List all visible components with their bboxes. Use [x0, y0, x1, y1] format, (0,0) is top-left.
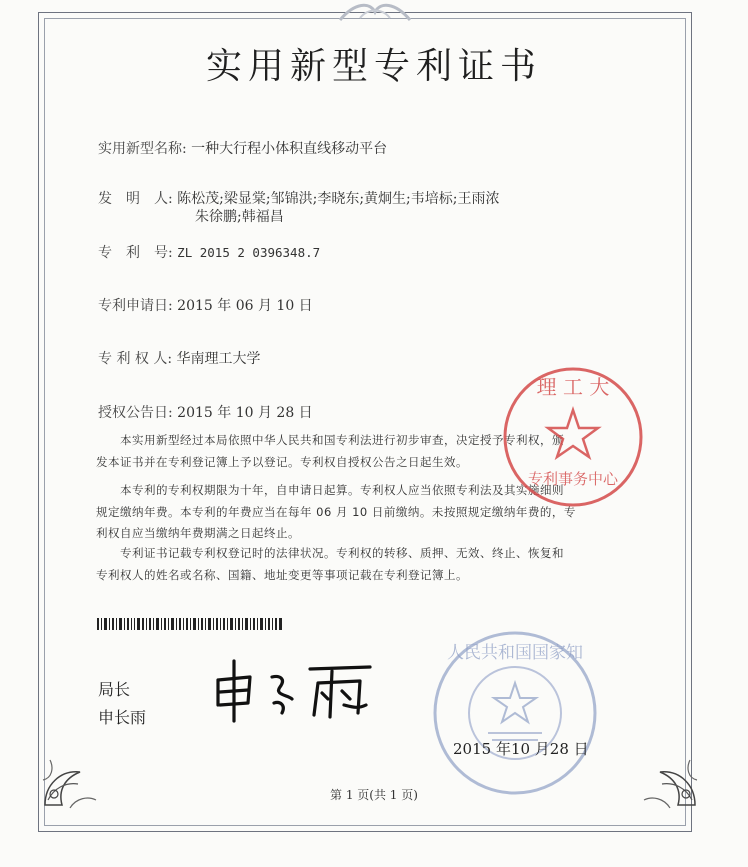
page-number: 第 1 页(共 1 页) [330, 788, 418, 802]
paragraph-term-line3: 利权自应当缴纳年费期满之日起终止。 [96, 526, 300, 540]
patentee-row [98, 348, 261, 368]
grant-date-row [98, 402, 313, 422]
paragraph-legal-status [96, 543, 636, 586]
university-red-seal-icon [498, 362, 648, 512]
director-signature-icon [210, 655, 380, 725]
filing-date-value: 2015 年 06 月 10 日 [177, 298, 313, 314]
inventor-value-line2: 朱徐鹏;韩福昌 [195, 209, 284, 225]
filing-date-label: 专利申请日: [98, 298, 173, 314]
patentee-value: 华南理工大学 [176, 351, 261, 367]
utility-model-name-label: 实用新型名称: [98, 141, 187, 157]
inventor-row [98, 188, 499, 208]
svg-text:理 工 大: 理 工 大 [536, 375, 610, 399]
svg-text:专利事务中心: 专利事务中心 [527, 470, 619, 488]
certificate-title: 实用新型专利证书 [205, 46, 542, 87]
sipo-blue-seal-icon [430, 628, 600, 798]
utility-model-name-row [98, 138, 387, 158]
svg-text:人民共和国国家知: 人民共和国国家知 [447, 643, 583, 663]
top-ornament-icon [330, 0, 420, 22]
paragraph-legal-status-line1: 专利证书记载专利权登记时的法律状况。专利权的转移、质押、无效、终止、恢复和 [120, 546, 564, 560]
grant-date-value: 2015 年 10 月 28 日 [177, 405, 313, 421]
patent-number-value: ZL 2015 2 0396348.7 [177, 245, 321, 260]
inventor-label: 发 明 人: [98, 191, 173, 207]
paragraph-legal-status-line2: 专利权人的姓名或名称、国籍、地址变更等事项记载在专利登记簿上。 [96, 567, 468, 582]
grant-date-label: 授权公告日: [98, 405, 173, 421]
inventor-value-line1: 陈松茂;梁显棠;邹锦洪;李晓东;黄炯生;韦培标;王雨浓 [177, 191, 500, 207]
paragraph-grant-line1: 本实用新型经过本局依照中华人民共和国专利法进行初步审查，决定授予专利权，颁 [120, 433, 564, 447]
director-title: 局长 [98, 680, 131, 699]
utility-model-name-value: 一种大行程小体积直线移动平台 [191, 141, 388, 157]
paragraph-term-line1: 本专利的专利权期限为十年，自申请日起算。专利权人应当依照专利法及其实施细则 [120, 483, 564, 497]
paragraph-term-line2: 规定缴纳年费。本专利的年费应当在每年 06 月 10 日前缴纳。未按照规定缴纳年费的，专 [96, 504, 576, 519]
patentee-label: 专 利 权 人: [98, 351, 173, 367]
issue-date: 2015 年10 月28 日 [453, 740, 589, 758]
filing-date-row [98, 295, 313, 315]
barcode-icon [97, 618, 282, 630]
patent-number-row [98, 242, 320, 262]
director-name: 申长雨 [98, 708, 147, 727]
paragraph-grant-line2: 发本证书并在专利登记簿上予以登记。专利权自授权公告之日起生效。 [96, 454, 468, 469]
patent-number-label: 专 利 号: [98, 245, 173, 261]
